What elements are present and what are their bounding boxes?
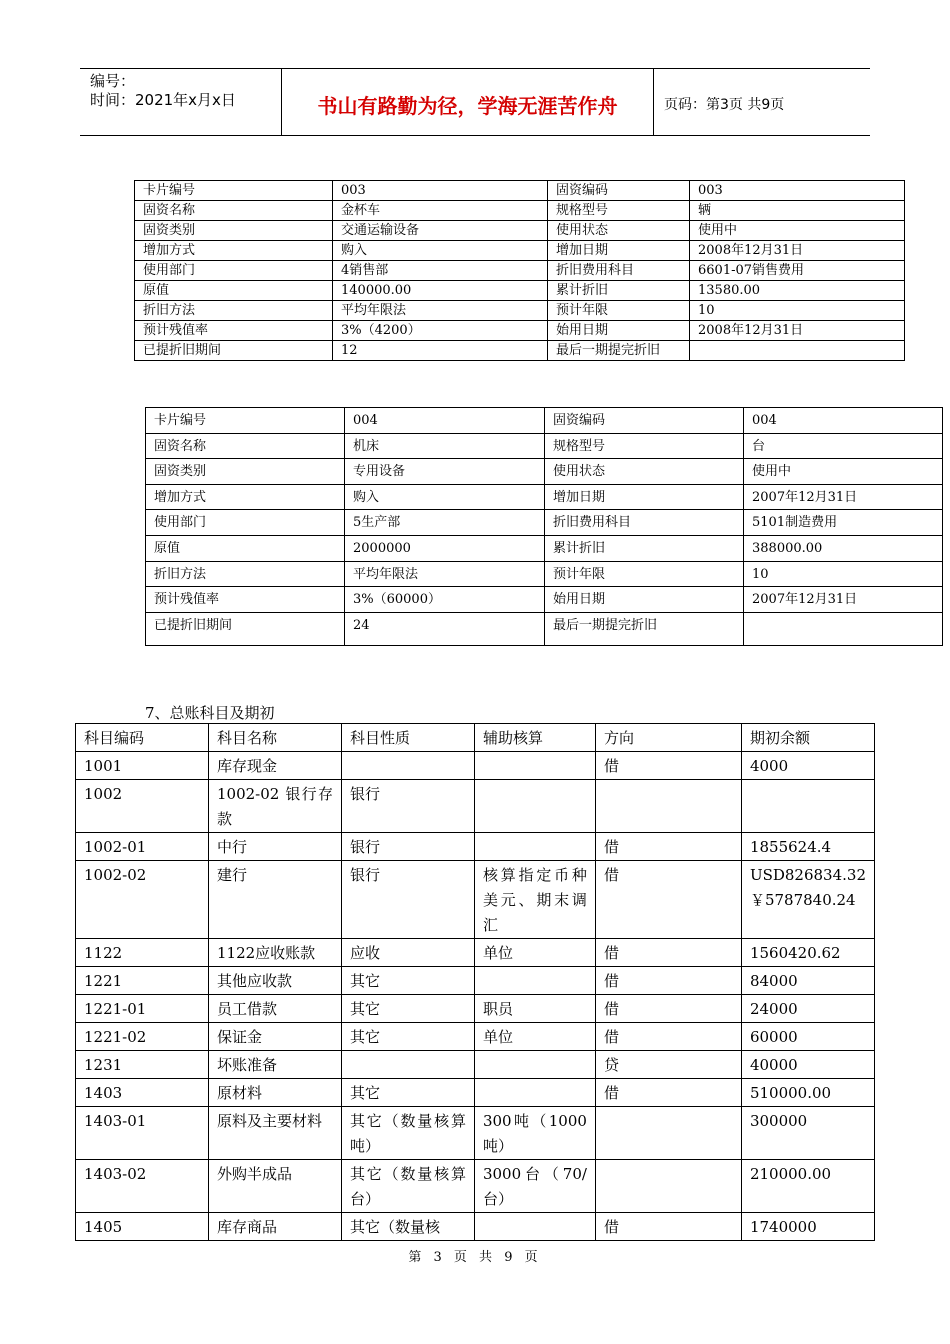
table-cell: 140000.00 bbox=[333, 281, 548, 301]
table-cell bbox=[474, 1051, 595, 1079]
page-footer: 第 3 页 共 9 页 bbox=[408, 1250, 542, 1265]
table-cell: 1403 bbox=[76, 1079, 209, 1107]
table-cell: 增加日期 bbox=[545, 484, 744, 510]
table-cell: USD826834.32 ￥5787840.24 bbox=[741, 861, 874, 939]
asset-card-003 bbox=[134, 180, 905, 361]
table-cell: 004 bbox=[345, 408, 545, 434]
table-cell: 300000 bbox=[741, 1107, 874, 1160]
table-row bbox=[135, 341, 905, 361]
table-cell: 3000台（70/台） bbox=[474, 1160, 595, 1213]
table-cell: 1122 bbox=[76, 939, 209, 967]
table-cell: 1221 bbox=[76, 967, 209, 995]
table-cell: 借 bbox=[595, 861, 741, 939]
asset-card-004 bbox=[145, 407, 943, 646]
table-cell: 固资名称 bbox=[135, 201, 333, 221]
table-row bbox=[76, 967, 875, 995]
table-row bbox=[76, 752, 875, 780]
table-cell bbox=[474, 967, 595, 995]
table-cell: 应收 bbox=[341, 939, 474, 967]
table-cell: 库存现金 bbox=[208, 752, 341, 780]
table-cell: 累计折旧 bbox=[545, 535, 744, 561]
table-cell: 辆 bbox=[690, 201, 905, 221]
table-cell: 银行 bbox=[341, 833, 474, 861]
table-cell: 折旧费用科目 bbox=[548, 261, 690, 281]
table-cell: 始用日期 bbox=[548, 321, 690, 341]
table-cell: 预计残值率 bbox=[146, 587, 345, 613]
table-cell: 1002-01 bbox=[76, 833, 209, 861]
table-cell: 5101制造费用 bbox=[744, 510, 943, 536]
table-cell: 2008年12月31日 bbox=[690, 321, 905, 341]
table-cell bbox=[744, 612, 943, 645]
number-label: 编号： bbox=[90, 72, 136, 90]
table-cell: 其它 bbox=[341, 1023, 474, 1051]
table-row bbox=[135, 281, 905, 301]
table-row bbox=[135, 181, 905, 201]
table-cell: 最后一期提完折旧 bbox=[548, 341, 690, 361]
table-row bbox=[146, 612, 943, 645]
table-cell: 金杯车 bbox=[333, 201, 548, 221]
table-cell: 固资名称 bbox=[146, 433, 345, 459]
table-cell: 单位 bbox=[474, 939, 595, 967]
table-cell: 始用日期 bbox=[545, 587, 744, 613]
table-cell: 4销售部 bbox=[333, 261, 548, 281]
table-cell: 1403-01 bbox=[76, 1107, 209, 1160]
table-cell: 1002 bbox=[76, 780, 209, 833]
table-row bbox=[76, 1079, 875, 1107]
table-cell: 折旧方法 bbox=[146, 561, 345, 587]
section-title: 7、总账科目及期初 bbox=[145, 704, 275, 722]
table-row bbox=[76, 995, 875, 1023]
table-cell: 其它 bbox=[341, 967, 474, 995]
table-row bbox=[76, 1051, 875, 1079]
table-cell: 规格型号 bbox=[545, 433, 744, 459]
table-cell: 004 bbox=[744, 408, 943, 434]
header-info bbox=[80, 69, 282, 135]
table-cell: 固资类别 bbox=[135, 221, 333, 241]
table-cell: 其它 bbox=[341, 1079, 474, 1107]
column-header: 期初余额 bbox=[741, 724, 874, 752]
table-cell: 职员 bbox=[474, 995, 595, 1023]
table-cell bbox=[474, 780, 595, 833]
table-cell bbox=[741, 780, 874, 833]
table-cell: 1740000 bbox=[741, 1213, 874, 1241]
table-cell: 卡片编号 bbox=[146, 408, 345, 434]
table-cell: 员工借款 bbox=[208, 995, 341, 1023]
table-cell: 建行 bbox=[208, 861, 341, 939]
table-cell: 借 bbox=[595, 1023, 741, 1051]
table-row bbox=[146, 561, 943, 587]
table-cell: 固资编码 bbox=[545, 408, 744, 434]
table-cell: 最后一期提完折旧 bbox=[545, 612, 744, 645]
table-cell: 借 bbox=[595, 939, 741, 967]
table-row bbox=[135, 301, 905, 321]
column-header: 方向 bbox=[595, 724, 741, 752]
table-row bbox=[146, 408, 943, 434]
table-row bbox=[146, 510, 943, 536]
table-cell: 1560420.62 bbox=[741, 939, 874, 967]
page-header bbox=[80, 68, 870, 136]
table-cell: 原料及主要材料 bbox=[208, 1107, 341, 1160]
table-cell: 其他应收款 bbox=[208, 967, 341, 995]
table-cell: 1002-02 bbox=[76, 861, 209, 939]
table-cell: 卡片编号 bbox=[135, 181, 333, 201]
table-cell: 1855624.4 bbox=[741, 833, 874, 861]
table-row bbox=[76, 1023, 875, 1051]
table-cell: 库存商品 bbox=[208, 1213, 341, 1241]
table-row bbox=[76, 833, 875, 861]
table-cell: 003 bbox=[690, 181, 905, 201]
table-row bbox=[146, 535, 943, 561]
table-cell: 预计年限 bbox=[548, 301, 690, 321]
table-cell: 其它 bbox=[341, 995, 474, 1023]
table-cell: 5生产部 bbox=[345, 510, 545, 536]
table-row bbox=[146, 459, 943, 485]
table-cell: 13580.00 bbox=[690, 281, 905, 301]
table-cell: 1221-01 bbox=[76, 995, 209, 1023]
table-cell: 1122应收账款 bbox=[208, 939, 341, 967]
column-header: 科目性质 bbox=[341, 724, 474, 752]
table-cell: 84000 bbox=[741, 967, 874, 995]
ledger-table bbox=[75, 723, 875, 1241]
table-cell: 1405 bbox=[76, 1213, 209, 1241]
table-cell: 台 bbox=[744, 433, 943, 459]
table-cell: 已提折旧期间 bbox=[146, 612, 345, 645]
table-row bbox=[135, 241, 905, 261]
table-cell: 10 bbox=[690, 301, 905, 321]
table-cell: 核算指定币种美元、期末调汇 bbox=[474, 861, 595, 939]
table-cell: 210000.00 bbox=[741, 1160, 874, 1213]
table-cell: 增加方式 bbox=[146, 484, 345, 510]
table-cell: 2007年12月31日 bbox=[744, 587, 943, 613]
table-cell: 购入 bbox=[345, 484, 545, 510]
table-cell bbox=[474, 752, 595, 780]
table-cell: 使用部门 bbox=[146, 510, 345, 536]
table-row bbox=[135, 221, 905, 241]
table-row bbox=[146, 587, 943, 613]
table-cell: 借 bbox=[595, 833, 741, 861]
table-cell: 1001 bbox=[76, 752, 209, 780]
table-header-row bbox=[76, 724, 875, 752]
table-cell: 单位 bbox=[474, 1023, 595, 1051]
table-cell: 借 bbox=[595, 967, 741, 995]
table-cell: 累计折旧 bbox=[548, 281, 690, 301]
table-cell: 交通运输设备 bbox=[333, 221, 548, 241]
table-cell bbox=[690, 341, 905, 361]
table-cell: 1221-02 bbox=[76, 1023, 209, 1051]
table-cell: 预计残值率 bbox=[135, 321, 333, 341]
table-cell: 平均年限法 bbox=[345, 561, 545, 587]
table-cell: 规格型号 bbox=[548, 201, 690, 221]
table-row bbox=[135, 261, 905, 281]
table-cell: 其它（数量核算台） bbox=[341, 1160, 474, 1213]
table-cell: 固资类别 bbox=[146, 459, 345, 485]
table-cell bbox=[595, 780, 741, 833]
table-cell: 借 bbox=[595, 752, 741, 780]
table-cell: 1002-02 银行存款 bbox=[208, 780, 341, 833]
table-cell: 60000 bbox=[741, 1023, 874, 1051]
table-cell: 坏账准备 bbox=[208, 1051, 341, 1079]
table-cell: 银行 bbox=[341, 861, 474, 939]
table-cell: 银行 bbox=[341, 780, 474, 833]
table-row bbox=[76, 1160, 875, 1213]
column-header: 科目编码 bbox=[76, 724, 209, 752]
table-cell: 机床 bbox=[345, 433, 545, 459]
table-cell: 折旧方法 bbox=[135, 301, 333, 321]
table-cell: 原材料 bbox=[208, 1079, 341, 1107]
table-cell: 使用状态 bbox=[548, 221, 690, 241]
table-cell: 使用中 bbox=[744, 459, 943, 485]
table-cell: 增加日期 bbox=[548, 241, 690, 261]
table-cell: 40000 bbox=[741, 1051, 874, 1079]
table-row bbox=[146, 484, 943, 510]
table-row bbox=[76, 939, 875, 967]
table-cell bbox=[474, 1213, 595, 1241]
table-cell: 388000.00 bbox=[744, 535, 943, 561]
table-cell bbox=[474, 833, 595, 861]
table-row bbox=[76, 1107, 875, 1160]
table-cell: 使用状态 bbox=[545, 459, 744, 485]
table-cell: 原值 bbox=[146, 535, 345, 561]
table-cell: 固资编码 bbox=[548, 181, 690, 201]
table-cell: 10 bbox=[744, 561, 943, 587]
column-header: 科目名称 bbox=[208, 724, 341, 752]
table-cell: 借 bbox=[595, 1079, 741, 1107]
table-cell: 增加方式 bbox=[135, 241, 333, 261]
table-row bbox=[76, 780, 875, 833]
header-motto: 书山有路勤为径，学海无涯苦作舟 bbox=[282, 69, 654, 135]
table-cell bbox=[341, 752, 474, 780]
table-cell bbox=[595, 1160, 741, 1213]
table-cell: 保证金 bbox=[208, 1023, 341, 1051]
table-cell: 6601-07销售费用 bbox=[690, 261, 905, 281]
table-cell bbox=[474, 1079, 595, 1107]
table-cell: 折旧费用科目 bbox=[545, 510, 744, 536]
table-cell: 3%（60000） bbox=[345, 587, 545, 613]
table-cell: 510000.00 bbox=[741, 1079, 874, 1107]
table-cell: 贷 bbox=[595, 1051, 741, 1079]
table-cell: 其它（数量核算吨） bbox=[341, 1107, 474, 1160]
time-label: 时间：2021年x月x日 bbox=[90, 91, 236, 109]
header-page-code: 页码：第3页 共9页 bbox=[664, 97, 785, 113]
column-header: 辅助核算 bbox=[474, 724, 595, 752]
table-row bbox=[76, 1213, 875, 1241]
table-cell: 4000 bbox=[741, 752, 874, 780]
table-cell: 其它（数量核 bbox=[341, 1213, 474, 1241]
table-cell: 借 bbox=[595, 995, 741, 1023]
table-row bbox=[135, 201, 905, 221]
table-cell: 12 bbox=[333, 341, 548, 361]
table-row bbox=[135, 321, 905, 341]
table-cell: 原值 bbox=[135, 281, 333, 301]
table-cell: 2007年12月31日 bbox=[744, 484, 943, 510]
table-cell: 已提折旧期间 bbox=[135, 341, 333, 361]
table-cell: 使用部门 bbox=[135, 261, 333, 281]
table-cell: 中行 bbox=[208, 833, 341, 861]
table-cell bbox=[595, 1107, 741, 1160]
table-cell: 预计年限 bbox=[545, 561, 744, 587]
table-cell: 专用设备 bbox=[345, 459, 545, 485]
table-row bbox=[146, 433, 943, 459]
table-cell: 使用中 bbox=[690, 221, 905, 241]
table-cell: 24 bbox=[345, 612, 545, 645]
table-cell: 003 bbox=[333, 181, 548, 201]
table-cell: 2008年12月31日 bbox=[690, 241, 905, 261]
table-cell: 购入 bbox=[333, 241, 548, 261]
table-cell: 借 bbox=[595, 1213, 741, 1241]
table-row bbox=[76, 861, 875, 939]
table-cell: 3%（4200） bbox=[333, 321, 548, 341]
table-cell: 外购半成品 bbox=[208, 1160, 341, 1213]
table-cell: 300吨（1000吨） bbox=[474, 1107, 595, 1160]
table-cell bbox=[341, 1051, 474, 1079]
table-cell: 24000 bbox=[741, 995, 874, 1023]
table-cell: 1403-02 bbox=[76, 1160, 209, 1213]
table-cell: 2000000 bbox=[345, 535, 545, 561]
table-cell: 平均年限法 bbox=[333, 301, 548, 321]
table-cell: 1231 bbox=[76, 1051, 209, 1079]
